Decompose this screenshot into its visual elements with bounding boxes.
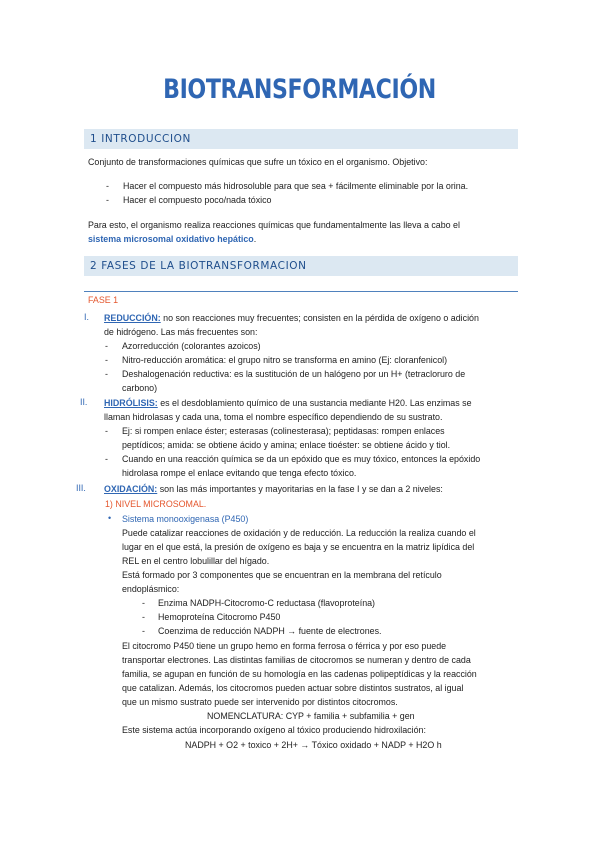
reduccion-line-2: de hidrógeno. Las más frecuentes son:: [104, 327, 258, 337]
oxidacion-p2-line-1: El citocromo P450 tiene un grupo hemo en forma ferrosa o férrica y por eso puede: [122, 641, 447, 651]
reduccion-bullet-3-cont: carbono): [122, 383, 158, 393]
bullet-dot: •: [108, 513, 112, 523]
bullet-dash: -: [142, 612, 145, 622]
oxidacion-p3: Este sistema actúa incorporando oxígeno al tóxico produciendo hidroxilación:: [122, 725, 426, 735]
bullet-dash: -: [106, 195, 109, 205]
oxidacion-p2-line-2: transportar electrones. Las distintas familias de citocromos se numeran y dentro de cada: [122, 655, 471, 665]
reduccion-bullet-3: Deshalogenación reductiva: es la sustitución de un halógeno por un H+ (tetracloruro de: [122, 369, 466, 379]
hidrolisis-bullet-1: Ej: si rompen enlace éster; esterasas (colinesterasa); peptidasas: rompen enlaces: [122, 426, 445, 436]
oxidacion-p1-line-1: Puede catalizar reacciones de oxidación y de reducción. La reducción la realiza cuando el: [122, 528, 476, 538]
bullet-dash: -: [142, 626, 145, 636]
reduccion-heading: REDUCCIÓN:: [104, 313, 161, 323]
bullet-dash: -: [105, 341, 108, 351]
oxidacion-p2-line-4: que catalizan. Además, los citocromos pueden actuar sobre distintos sustratos, al igual: [122, 683, 464, 693]
nomenclatura: NOMENCLATURA: CYP + familia + subfamilia + gen: [207, 711, 415, 721]
bullet-dash: -: [105, 355, 108, 365]
nivel-microsomal: 1) NIVEL MICROSOMAL.: [105, 499, 207, 509]
component-2: Hemoproteína Citocromo P450: [158, 612, 281, 622]
hidrolisis-bullet-1-cont: peptídicos; amida: se obtiene ácido y amina; enlace tioéster: se obtiene ácido y tiol.: [122, 440, 451, 450]
intro-bullet-2: Hacer el compuesto poco/nada tóxico: [123, 195, 272, 205]
hidrolisis-line-2: llaman hidrolasas y cada una, toma el nombre específico dependiendo de su sustrato.: [104, 412, 443, 422]
component-1: Enzima NADPH-Citocromo-C reductasa (flavoproteína): [158, 598, 376, 608]
oxidacion-p1-line-5: endoplásmico:: [122, 584, 180, 594]
hidrolisis-bullet-2: Cuando en una reacción química se da un epóxido que es muy tóxico, entonces la epóxido: [122, 454, 481, 464]
oxidacion-p2-line-5: que un mismo sustrato puede ser intervenido por distintos citocromos.: [122, 697, 398, 707]
intro-paragraph-2: Para esto, el organismo realiza reacciones químicas que fundamentalmente las lleva a cabo el: [88, 220, 460, 230]
oxidacion-p2-line-3: familia, se agupan en función de su homología en las cadenas polipeptídicas y la reacción: [122, 669, 477, 679]
oxidacion-p1-line-2: lugar en el que está, la presión de oxígeno es baja y se encuentra en la matriz lipídica del: [122, 542, 475, 552]
section-heading-fases: 2 FASES DE LA BIOTRANSFORMACION: [84, 256, 518, 276]
reduccion-bullet-2: Nitro-reducción aromática: el grupo nitro se transforma en amino (Ej: cloranfenicol): [122, 355, 448, 365]
bullet-dash: -: [105, 426, 108, 436]
list-number: III.: [76, 483, 86, 493]
hidrolisis-bullet-2-cont: hidrolasa rompe el enlace evitando que tenga efecto tóxico.: [122, 468, 357, 478]
sistema-monooxigenasa: Sistema monooxigenasa (P450): [122, 514, 249, 524]
bullet-dash: -: [105, 369, 108, 379]
bullet-dash: -: [106, 181, 109, 191]
hidrolisis-heading: HIDRÓLISIS:: [104, 398, 158, 408]
reduccion-line-1: REDUCCIÓN: no son reacciones muy frecuentes; consisten en la pérdida de oxígeno o adición: [104, 313, 479, 323]
oxidacion-line-1: OXIDACIÓN: son las más importantes y mayoritarias en la fase I y se dan a 2 niveles:: [104, 484, 443, 494]
bullet-dash: -: [105, 454, 108, 464]
intro-paragraph-2-line2: sistema microsomal oxidativo hepático.: [88, 234, 257, 244]
oxidacion-heading: OXIDACIÓN:: [104, 484, 158, 494]
oxidacion-p1-line-4: Está formado por 3 componentes que se encuentran en la membrana del retículo: [122, 570, 442, 580]
hidrolisis-line-1: HIDRÓLISIS: es el desdoblamiento químico de una sustancia mediante H20. Las enzimas se: [104, 398, 472, 408]
intro-paragraph: Conjunto de transformaciones químicas que sufre un tóxico en el organismo. Objetivo:: [88, 157, 428, 167]
reduccion-bullet-1: Azorreducción (colorantes azoicos): [122, 341, 261, 351]
list-number: II.: [80, 397, 88, 407]
bullet-dash: -: [142, 598, 145, 608]
highlight-sistema-microsomal: sistema microsomal oxidativo hepático: [88, 234, 254, 244]
section-heading-introduccion: 1 INTRODUCCION: [84, 129, 518, 149]
oxidacion-p1-line-3: REL en el centro lobulillar del hígado.: [122, 556, 270, 566]
equation: NADPH + O2 + toxico + 2H+ → Tóxico oxidado + NADP + H2O h: [185, 740, 442, 750]
component-3: Coenzima de reducción NADPH → fuente de electrones.: [158, 626, 382, 636]
divider: [84, 291, 518, 292]
intro-bullet-1: Hacer el compuesto más hidrosoluble para que sea + fácilmente eliminable por la orina.: [123, 181, 469, 191]
fase-label: FASE 1: [88, 295, 119, 305]
page-title: BIOTRANSFORMACIÓN: [163, 74, 436, 105]
list-number: I.: [84, 312, 89, 322]
